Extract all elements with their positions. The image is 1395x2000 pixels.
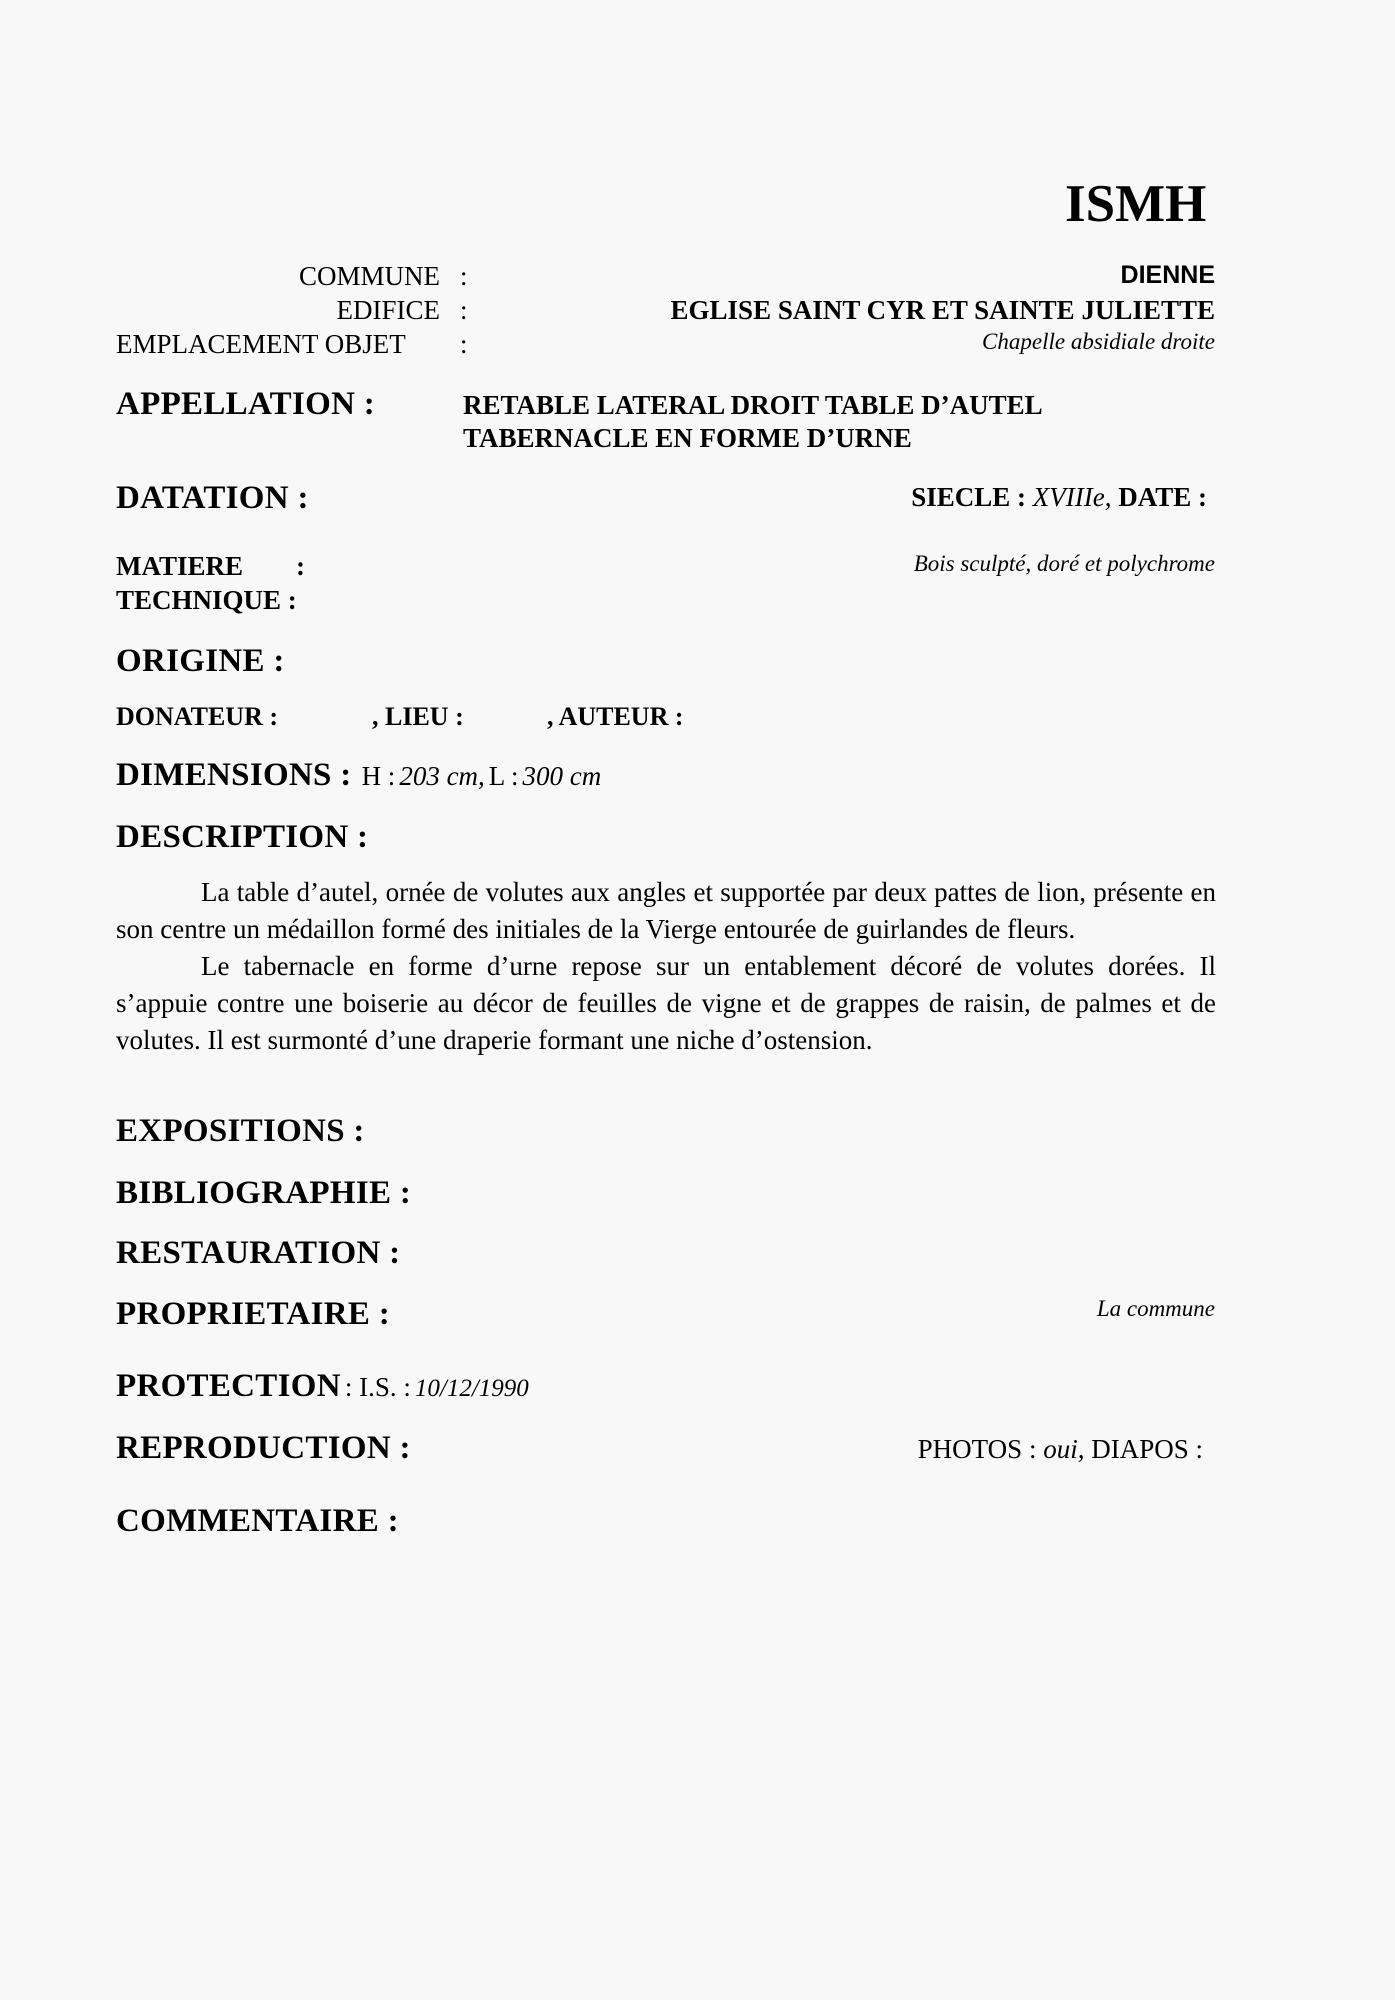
siecle-label: SIECLE : xyxy=(911,482,1027,512)
dimensions-l-value: 300 cm xyxy=(522,761,602,791)
dimensions-l-label: L : xyxy=(488,761,519,791)
protection-label: PROTECTION xyxy=(116,1368,341,1404)
diapos-label: DIAPOS : xyxy=(1091,1434,1203,1464)
photos-value: oui, xyxy=(1043,1434,1085,1464)
donateur-label: DONATEUR : xyxy=(116,702,279,731)
document-code: ISMH xyxy=(1065,175,1207,233)
appellation-line1: RETABLE LATERAL DROIT TABLE D’AUTEL xyxy=(463,390,1043,420)
siecle-value: XVIIIe, xyxy=(1032,482,1112,512)
expositions-label: EXPOSITIONS : xyxy=(116,1113,365,1149)
commentaire-label: COMMENTAIRE : xyxy=(116,1503,399,1539)
matiere-colon: : xyxy=(296,551,305,581)
photos-label: PHOTOS : xyxy=(917,1434,1037,1464)
lieu-label: , LIEU : xyxy=(372,702,464,731)
appellation-label: APPELLATION : xyxy=(116,386,376,422)
emplacement-value: Chapelle absidiale droite xyxy=(982,329,1215,354)
matiere-value: Bois sculpté, doré et polychrome xyxy=(913,551,1215,576)
protection-line xyxy=(116,1370,529,1403)
matiere-label: MATIERE xyxy=(116,551,244,581)
commune-label: COMMUNE xyxy=(298,261,440,291)
emplacement-label: EMPLACEMENT OBJET xyxy=(116,329,406,359)
description-label: DESCRIPTION : xyxy=(116,819,369,855)
dimensions-h-value: 203 cm, xyxy=(399,761,485,791)
protection-type: : I.S. : xyxy=(344,1372,411,1402)
emplacement-colon: : xyxy=(460,329,468,359)
reproduction-label: REPRODUCTION : xyxy=(116,1430,411,1466)
siecle-line xyxy=(911,484,1207,511)
proprietaire-value: La commune xyxy=(1096,1296,1215,1321)
date-label: DATE : xyxy=(1118,482,1207,512)
description-paragraph: Le tabernacle en forme d’urne repose sur un entablement décoré de volutes dorées. Il s’appuie contre une boiserie au décor de feuilles de vigne et de grappes de raisin, de palmes et de volutes. Il est surmonté d’une draperie formant une niche d’ostension. xyxy=(116,951,1216,1055)
commune-colon: : xyxy=(460,261,468,291)
description-body xyxy=(116,874,1216,1059)
technique-label: TECHNIQUE : xyxy=(116,585,297,615)
protection-date: 10/12/1990 xyxy=(414,1375,529,1402)
bibliographie-label: BIBLIOGRAPHIE : xyxy=(116,1175,412,1211)
restauration-label: RESTAURATION : xyxy=(116,1235,401,1271)
commune-value: DIENNE xyxy=(1120,261,1215,289)
dimensions-h-label: H : xyxy=(361,761,396,791)
datation-label: DATATION : xyxy=(116,480,309,516)
edifice-value: EGLISE SAINT CYR ET SAINTE JULIETTE xyxy=(670,295,1215,325)
appellation-line2: TABERNACLE EN FORME D’URNE xyxy=(463,423,912,453)
edifice-label: EDIFICE xyxy=(336,295,440,325)
proprietaire-label: PROPRIETAIRE : xyxy=(116,1296,391,1332)
dimensions-line xyxy=(116,759,601,792)
auteur-label: , AUTEUR : xyxy=(547,702,684,731)
photos-line xyxy=(918,1436,1203,1463)
origine-label: ORIGINE : xyxy=(116,643,285,679)
description-paragraph: La table d’autel, ornée de volutes aux angles et supportée par deux pattes de lion, présente en son centre un médaillon formé des initiales de la Vierge entourée de guirlandes de fleurs. xyxy=(116,877,1216,944)
dimensions-label: DIMENSIONS : xyxy=(116,757,352,793)
edifice-colon: : xyxy=(460,295,468,325)
